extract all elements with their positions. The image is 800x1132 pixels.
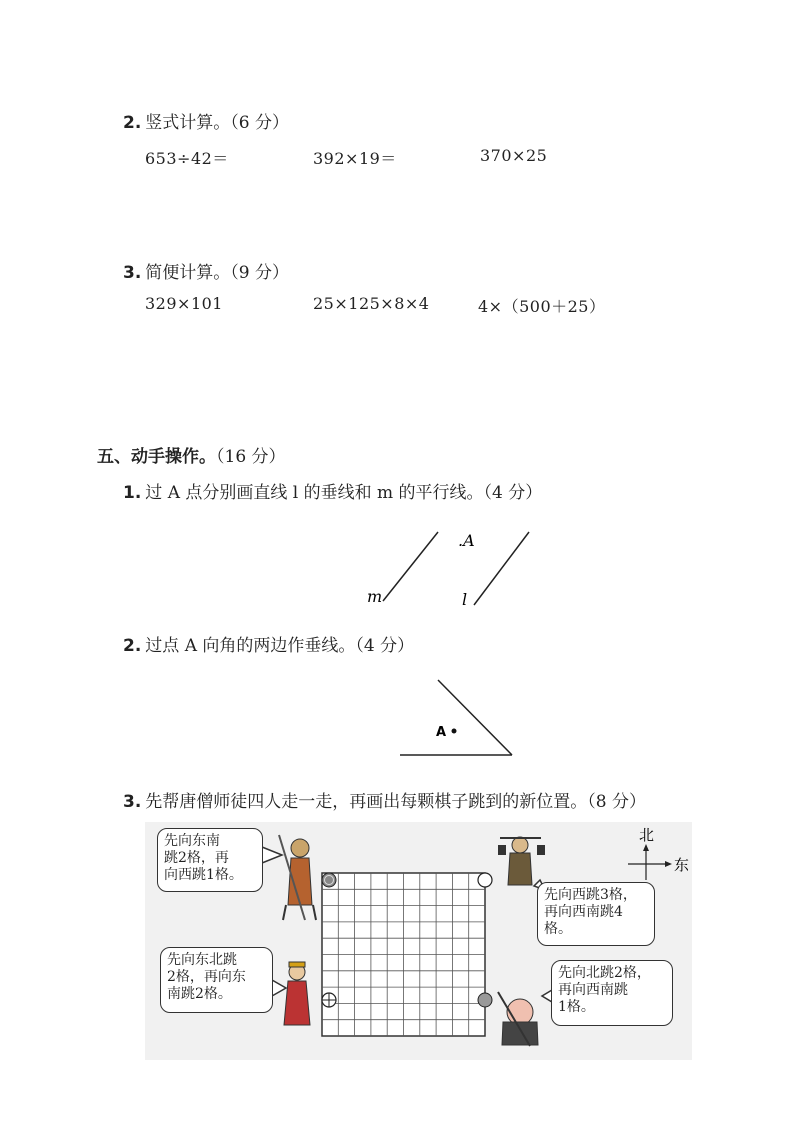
p2-number: 2. <box>123 636 142 656</box>
pigsy-figure <box>498 992 538 1046</box>
q3-expr-2: 25×125×8×4 <box>313 294 430 313</box>
chess-piece-top-right[interactable] <box>478 873 492 887</box>
bubble-tail-2 <box>272 980 286 996</box>
p2-title: 过点 A 向角的两边作垂线。（4 分） <box>145 636 415 656</box>
speech-bubble-sha <box>537 882 655 946</box>
bubble-text-monkey: 先向东南 跳2格，再 向西跳1格。 <box>164 833 243 883</box>
bubble-text-pig: 先向北跳2格， 再向西南跳 1格。 <box>558 965 651 1015</box>
bubble-tail-1 <box>262 847 282 863</box>
label-m: m <box>367 587 383 606</box>
p1-title: 过 A 点分别画直线 l 的垂线和 m 的平行线。（4 分） <box>145 483 543 503</box>
chess-piece-top-left[interactable] <box>322 873 336 887</box>
q2-expr-2: 392×19＝ <box>313 149 397 168</box>
speech-bubble-monk <box>160 947 273 1013</box>
speech-bubble-pig <box>551 960 673 1026</box>
p1-number: 1. <box>123 483 142 503</box>
chess-piece-bottom-right[interactable] <box>478 993 492 1007</box>
bubble-text-sha: 先向西跳3格， 再向西南跳4 格。 <box>544 887 637 937</box>
chess-board <box>322 873 485 1036</box>
monkey-king-figure <box>279 835 316 920</box>
q2-expr-1: 653÷42＝ <box>145 149 229 168</box>
p3-title: 先帮唐僧师徒四人走一走，再画出每颗棋子跳到的新位置。（8 分） <box>145 792 647 812</box>
label-l: l <box>462 590 468 609</box>
section5-points: （16 分） <box>216 447 286 467</box>
q3-title: 简便计算。（9 分） <box>145 263 290 283</box>
compass <box>628 826 689 880</box>
monk-tang-figure <box>284 962 310 1025</box>
q3-expr-1: 329×101 <box>145 294 223 313</box>
q2-expr-3: 370×25 <box>480 146 548 165</box>
section5-title: 五、动手操作。 <box>97 447 216 467</box>
speech-bubble-monkey <box>157 828 263 892</box>
compass-east-label: 东 <box>674 856 690 874</box>
compass-north-label: 北 <box>639 826 655 844</box>
bubble-text-monk: 先向东北跳 2格，再向东 南跳2格。 <box>167 952 246 1002</box>
q3-expr-3: 4×（500＋25） <box>478 297 606 316</box>
label-point-A: .A <box>458 531 475 550</box>
sha-monk-figure <box>498 837 545 885</box>
q2-number: 2. <box>123 113 142 133</box>
p3-number: 3. <box>123 792 142 812</box>
q2-title: 竖式计算。（6 分） <box>145 113 290 133</box>
chess-piece-bottom-left[interactable] <box>322 993 336 1007</box>
label-A: A <box>436 725 447 740</box>
q3-number: 3. <box>123 263 142 283</box>
